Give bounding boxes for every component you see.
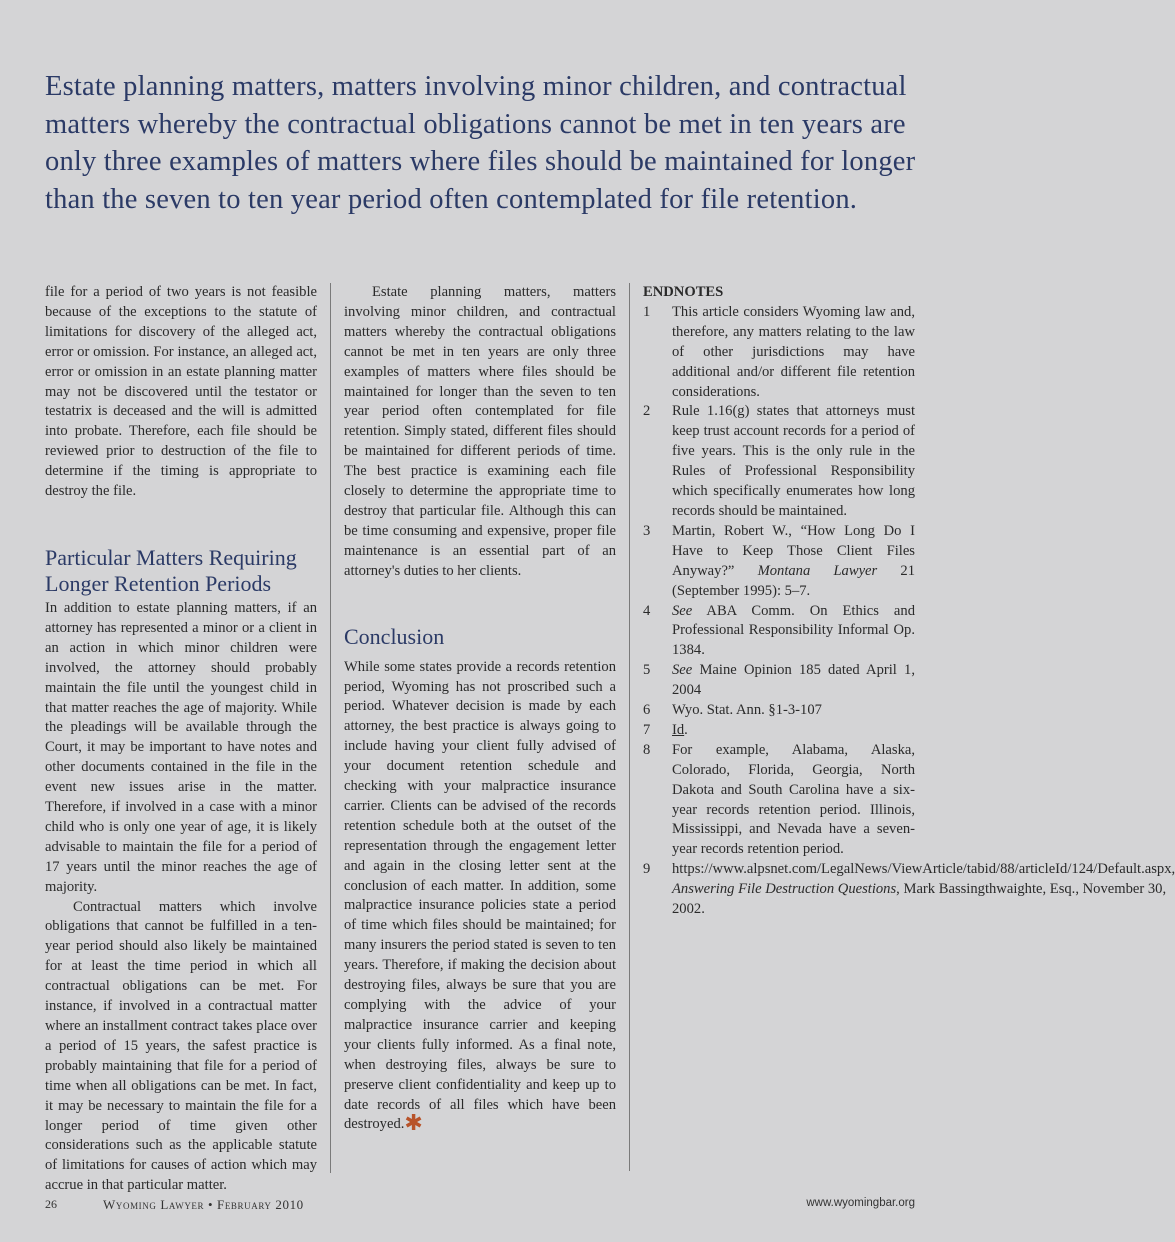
- article-column-1: [45, 283, 317, 1196]
- section-heading: Particular Matters Requiring Longer Retention Periods: [45, 544, 297, 596]
- website-link[interactable]: www.wyomingbar.org: [806, 1197, 915, 1209]
- pull-quote: Estate planning matters, matters involving minor children, and contractual matters whereby the contractual obligations cannot be met in ten years are only three examples of matters where files should be maintained for longer than the seven to ten year period often contemplated for file retention.: [45, 71, 916, 215]
- endnote: 9 https://www.alpsnet.com/LegalNews/ViewArticle/tabid/88/articleId/124/Default.aspx, Answering File Destruction Questions, Mark Bassingthwaighte, Esq., November 30, 2002.: [643, 861, 1175, 918]
- endnote: 7 Id.: [643, 721, 688, 738]
- column-divider: [629, 283, 630, 1171]
- body-paragraph: In addition to estate planning matters, if an attorney has represented a minor or a client in an action in which minor children were involved, the attorney should probably maintain the file until the youngest child in that matter reaches the age of majority. While the pleadings will be available through the Court, it may be important to have notes and other documents contained in the file in the event new issues arise in the matter. Therefore, if involved in a case with a minor child who is only one year of age, it is likely advisable to maintain the file for a period of 17 years until the minor reaches the age of majority.: [45, 599, 317, 895]
- page-number: 26: [45, 1197, 57, 1211]
- section-heading: Conclusion: [344, 623, 445, 649]
- endnote: 2 Rule 1.16(g) states that attorneys must keep trust account records for a period of five years. This is the only rule in the Rules of Professional Responsibility which specifically enumerates how long records should be maintained.: [643, 403, 915, 519]
- article-column-2: [344, 283, 616, 1135]
- endnotes-column: [643, 283, 1175, 920]
- endnote: 8 For example, Alabama, Alaska, Colorado, Florida, Georgia, North Dakota and South Carolina have a six-year records retention period. Illinois, Mississippi, and Nevada have a seven-year records retention period.: [643, 741, 915, 858]
- column-divider: [330, 283, 331, 1173]
- endnotes-title: ENDNOTES: [643, 284, 724, 300]
- endnote: 3 Martin, Robert W., “How Long Do I Have to Keep Those Client Files Anyway?” Montana Lawyer 21 (September 1995): 5–7.: [643, 522, 915, 599]
- end-mark-icon: ✱: [404, 1110, 423, 1136]
- magazine-issue: Wyoming Lawyer • February 2010: [103, 1197, 304, 1212]
- endnote: 4 See ABA Comm. On Ethics and Professional Responsibility Informal Op. 1384.: [643, 602, 915, 659]
- body-paragraph: Contractual matters which involve obligations that cannot be fulfilled in a ten-year period should also likely be maintained for at least the time period in which all contractual obligations can be met. For instance, if involved in a contractual matter where an installment contract takes place over a period of 15 years, the safest practice is probably maintaining that file for a period of time when all obligations can be met. In fact, it may be necessary to maintain the file for a longer period of time given other considerations such as the applicable statute of limitations for causes of action which may accrue in that particular matter.: [45, 898, 317, 1194]
- body-paragraph: Estate planning matters, matters involving minor children, and contractual matters whereby the contractual obligations cannot be met in ten years are only three examples of matters where files should be maintained for longer than the seven to ten year period often contemplated for file retention. Simply stated, different files should be maintained for different periods of time. The best practice is examining each file closely to determine the appropriate time to destroy that particular file. Although this can be time consuming and expensive, proper file maintenance is an essential part of an attorney's duties to her clients.: [344, 284, 616, 579]
- endnotes-list: [643, 303, 1175, 920]
- body-paragraph: While some states provide a records retention period, Wyoming has not proscribed such a period. Whatever decision is made by each attorney, the best practice is always going to include having your client fully advised of your document retention schedule and checking with your malpractice insurance carrier. Clients can be advised of the records retention schedule both at the outset of the representation through the engagement letter and again in the closing letter sent at the conclusion of each matter. In addition, some malpractice insurance policies state a period of time which files should be maintained; for many insurers the period stated is seven to ten years. Therefore, if making the decision about destroying files, always be sure that you are complying with the advice of your malpractice insurance carrier and keeping your clients fully informed. As a final note, when destroying files, always be sure to preserve client confidentiality and keep up to date records of all files which have been destroyed.✱: [344, 658, 616, 1136]
- endnote: 6 Wyo. Stat. Ann. §1-3-107: [643, 702, 822, 719]
- endnote: 1 This article considers Wyoming law and, therefore, any matters relating to the law of other jurisdictions may have additional and/or different file retention considerations.: [643, 303, 915, 400]
- endnote: 5 See Maine Opinion 185 dated April 1, 2004: [643, 662, 915, 699]
- body-paragraph: file for a period of two years is not feasible because of the exceptions to the statute of limitations for discovery of the alleged act, error or omission. For instance, an alleged act, error or omission in an estate planning matter may not be discovered until the testator or testatrix is deceased and the will is admitted into probate. Therefore, each file should be reviewed prior to destruction of the file to determine if the timing is appropriate to destroy the file.: [45, 284, 317, 500]
